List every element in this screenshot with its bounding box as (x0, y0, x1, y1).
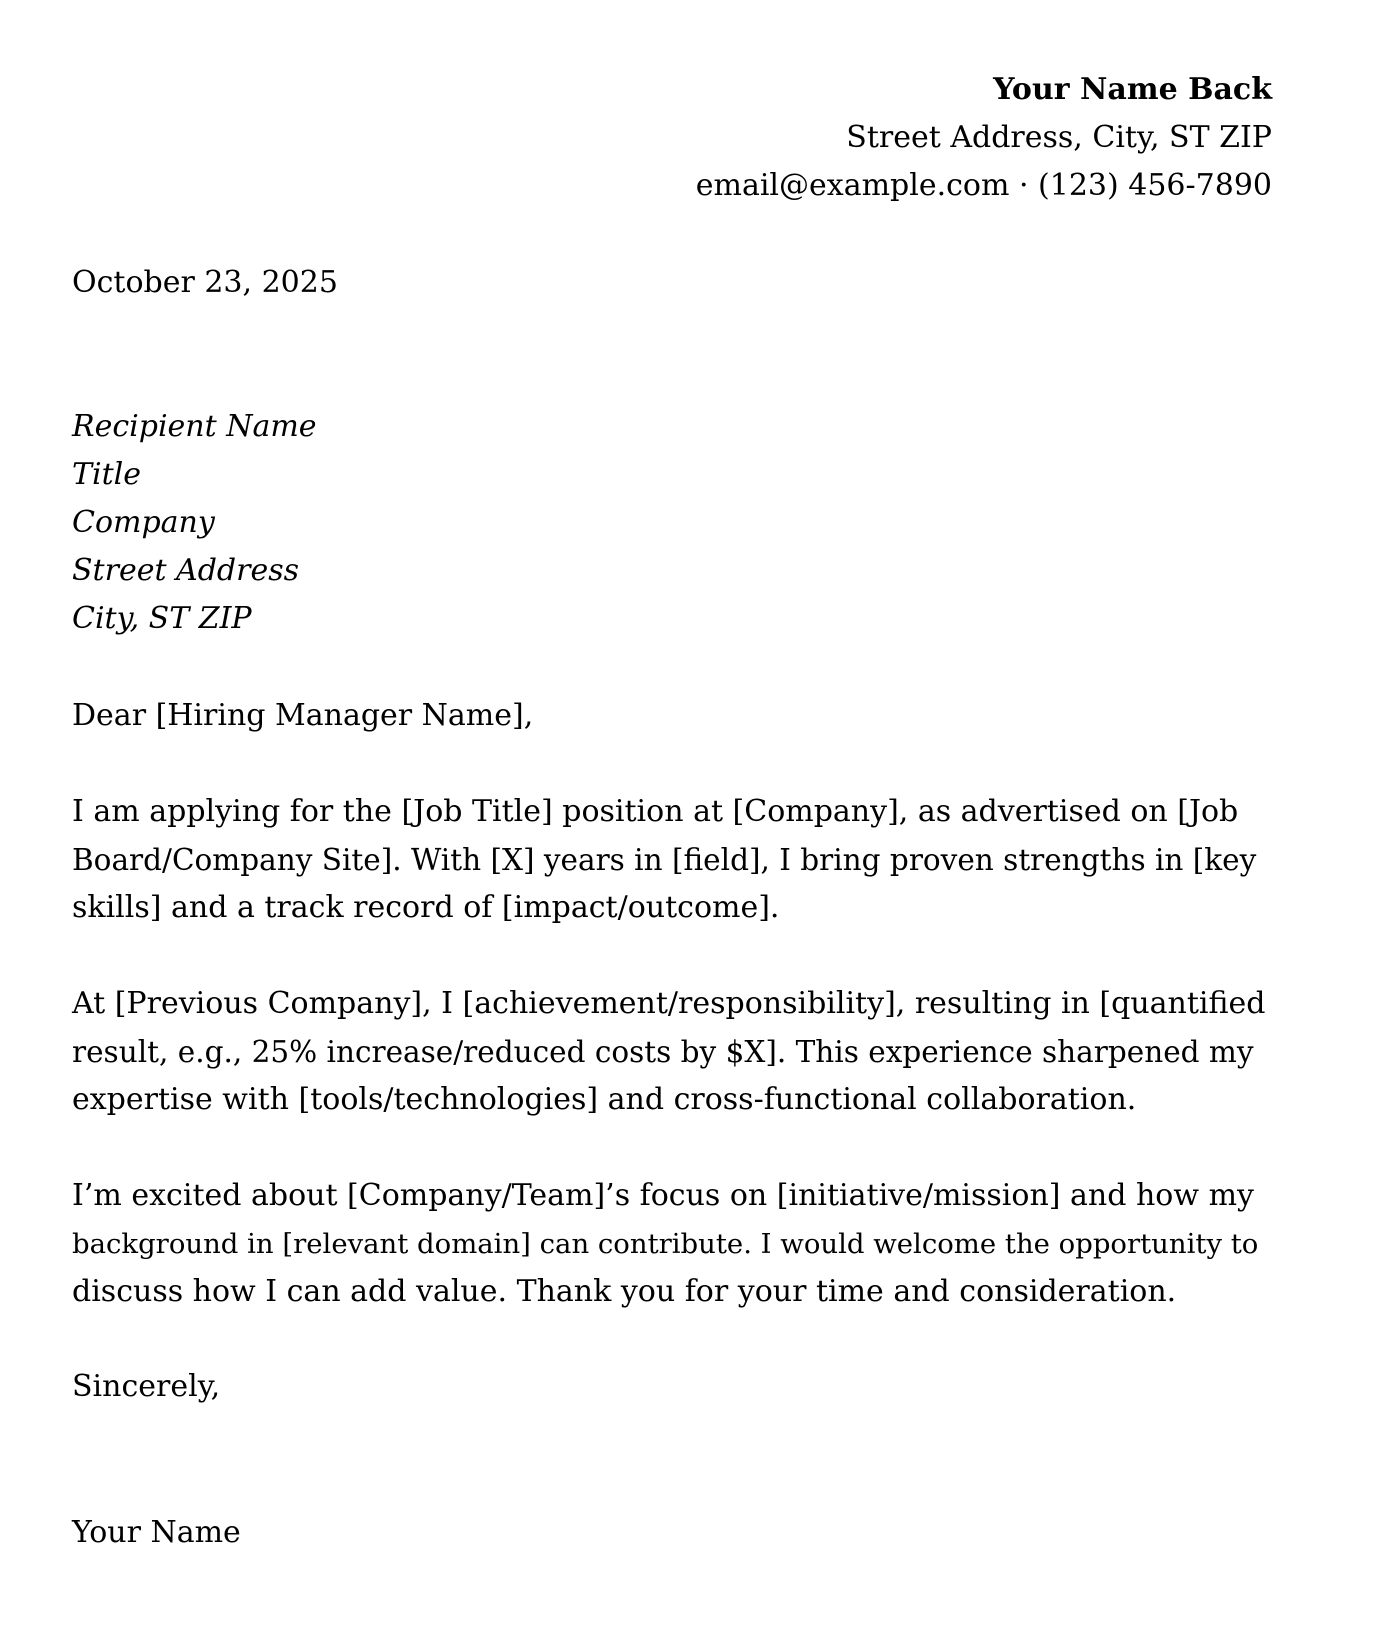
paragraph-line: skills] and a track record of [impact/outcome]. (72, 890, 780, 925)
body-paragraph-1 (72, 788, 1272, 932)
recipient-name: Recipient Name (72, 409, 317, 444)
paragraph-line: discuss how I can add value. Thank you for your time and consideration. (72, 1274, 1177, 1309)
closing: Sincerely, (72, 1369, 221, 1404)
paragraph-line: expertise with [tools/technologies] and cross-functional collaboration. (72, 1082, 1137, 1117)
paragraph-line: Board/Company Site]. With [X] years in [field], I bring proven strengths in [key (72, 843, 1257, 877)
recipient-city: City, ST ZIP (72, 601, 252, 636)
paragraph-line: result, e.g., 25% increase/reduced costs by $X]. This experience sharpened my (72, 1035, 1254, 1069)
paragraph-line: background in [relevant domain] can contribute. I would welcome the opportunity to (72, 1228, 1259, 1260)
sender-block (696, 66, 1272, 210)
recipient-company: Company (72, 505, 215, 540)
recipient-title: Title (72, 457, 142, 492)
recipient-street: Street Address (72, 553, 300, 588)
paragraph-line: At [Previous Company], I [achievement/responsibility], resulting in [quantified (72, 986, 1266, 1021)
letter-date: October 23, 2025 (72, 265, 338, 300)
salutation: Dear [Hiring Manager Name], (72, 698, 534, 733)
paragraph-line: I’m excited about [Company/Team]’s focus on [initiative/mission] and how my (72, 1178, 1254, 1213)
sender-address: Street Address, City, ST ZIP (846, 120, 1272, 155)
body-paragraph-2 (72, 980, 1272, 1124)
sender-contact: email@example.com · (123) 456-7890 (695, 168, 1272, 203)
sender-name: Your Name Back (993, 72, 1272, 107)
letter-page (72, 0, 1272, 1631)
paragraph-line: I am applying for the [Job Title] position at [Company], as advertised on [Job (72, 794, 1239, 829)
recipient-block (72, 403, 317, 643)
signature-name: Your Name (72, 1515, 241, 1550)
body-paragraph-3 (72, 1172, 1272, 1316)
